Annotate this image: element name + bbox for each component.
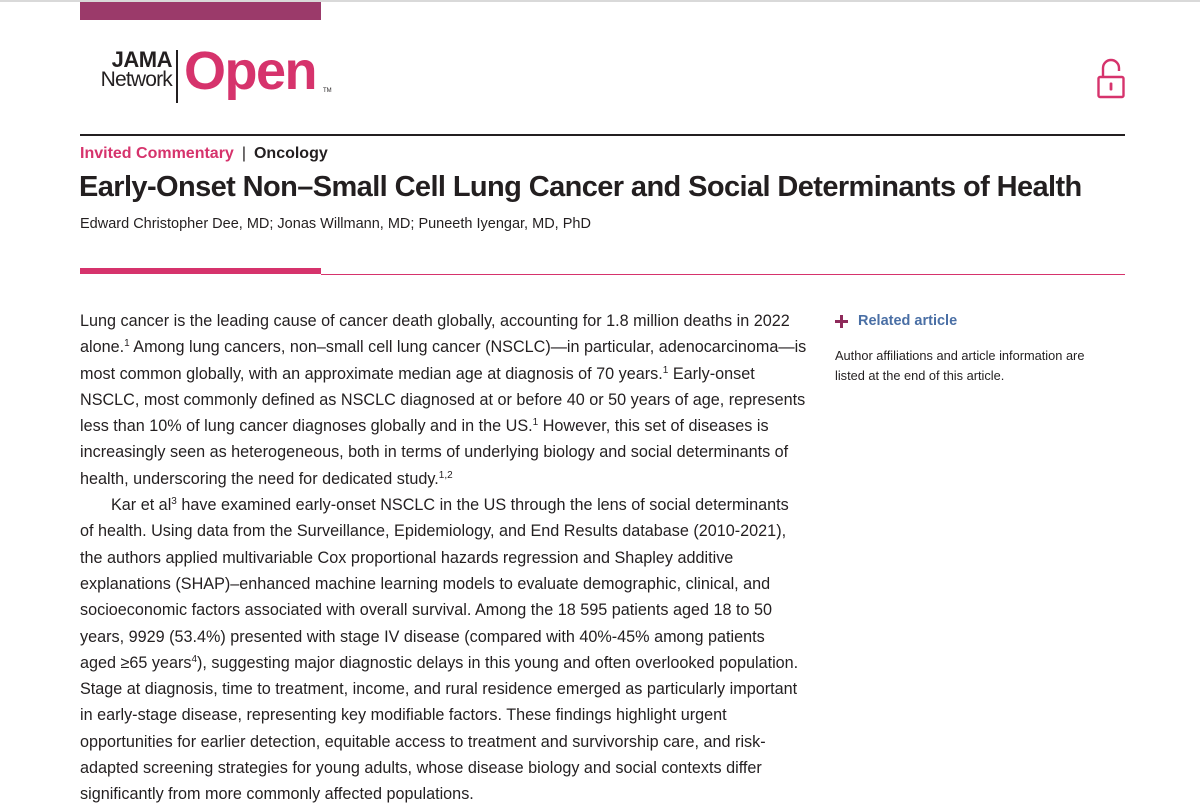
citation[interactable]: 1,2 — [438, 469, 453, 481]
text-line: alone.$^1$ Among lung cancers, non–small cell lung cancer (NSCLC)—in particular, adenocarcinoma—is — [80, 338, 807, 357]
logo-open: Open — [184, 41, 317, 101]
text-line: socioeconomic factors associated with overall survival. Among the 18 595 patients aged 18 to 50 — [80, 601, 772, 620]
text-line: explanations (SHAP)–enhanced machine learning models to evaluate demographic, clinical, and — [80, 574, 771, 593]
text-line: in early-stage disease, representing key modifiable factors. These findings highlight urgent — [80, 706, 727, 725]
text-line: significantly from more commonly affected populations. — [80, 785, 474, 804]
paragraph-2 — [80, 492, 800, 808]
article-title: Early-Onset Non–Small Cell Lung Cancer and Social Determinants of Health — [79, 171, 1082, 203]
category-separator: | — [241, 145, 246, 162]
article-sidebar — [835, 310, 1125, 386]
citation[interactable]: 1 — [662, 364, 669, 376]
logo-network: Network — [100, 68, 172, 91]
text-line: Lung cancer is the leading cause of cancer death globally, accounting for 1.8 million deaths in 2022 — [80, 312, 790, 330]
header-rule — [80, 134, 1125, 136]
article-category — [80, 145, 328, 163]
text-line: increasingly seen as heterogeneous, both in terms of underlying biology and social determinants of — [80, 443, 789, 462]
text-line: Stage at diagnosis, time to treatment, income, and rural residence emerged as particularly important — [80, 680, 798, 699]
logo-divider — [176, 50, 178, 103]
logo-jama: JAMA — [111, 47, 172, 72]
text-line: NSCLC, most commonly defined as NSCLC diagnosed at or before 40 or 50 years of age, represents — [80, 390, 806, 409]
citation[interactable]: 4 — [191, 653, 198, 665]
text-line: the authors applied multivariable Cox proportional hazards regression and Shapley additive — [80, 548, 734, 567]
text-line: most common globally, with an approximate median age at diagnosis of 70 years.$^1$ Early-onset — [80, 364, 755, 383]
text-line: health, underscoring the need for dedicated study.$^{1,2}$ — [80, 469, 453, 488]
related-article-label[interactable]: Related article — [858, 313, 958, 329]
text-line: less than 10% of lung cancer diagnoses globally and in the US.$^1$ However, this set of diseases is — [80, 417, 769, 436]
text-line: years, 9929 (53.4%) presented with stage IV disease (compared with 40%-45% among patients — [80, 627, 765, 646]
logo-wordmark — [80, 47, 172, 91]
text-line: Kar et $al^3$ have examined early-onset NSCLC in the US through the lens of social determinants — [111, 496, 789, 515]
citation[interactable]: 3 — [171, 496, 177, 508]
article-type[interactable]: Invited Commentary — [80, 145, 234, 162]
text-line: opportunities for earlier detection, equitable access to treatment and survivorship care, and risk- — [80, 732, 766, 751]
top-color-bar — [80, 2, 321, 20]
logo-trademark: TM — [323, 88, 332, 94]
citation[interactable]: 1 — [532, 417, 539, 429]
section-rule — [321, 274, 1125, 275]
article-authors: Edward Christopher Dee, MD; Jonas Willmann, MD; Puneeth Iyengar, MD, PhD — [80, 216, 591, 232]
text-line: aged ≥65 years$^4$), suggesting major diagnostic delays in this young and often overlooked population. — [80, 653, 799, 672]
section-accent-bar — [80, 268, 321, 274]
text-line: adapted screening strategies for young adults, whose disease biology and social contexts differ — [80, 759, 762, 778]
text-line: of health. Using data from the Surveillance, Epidemiology, and End Results database (2010-2021), — [80, 522, 787, 541]
citation[interactable]: 1 — [124, 338, 130, 350]
article-body — [80, 308, 807, 808]
paragraph-1 — [80, 308, 807, 492]
lock-open-icon[interactable] — [1097, 57, 1125, 99]
affiliations-note — [835, 346, 1125, 386]
affiliations-line: Author affiliations and article information are — [835, 348, 1085, 363]
affiliations-line: listed at the end of this article. — [835, 368, 1005, 383]
article-topic[interactable]: Oncology — [253, 145, 328, 162]
related-article-link[interactable] — [835, 310, 1125, 332]
plus-icon[interactable] — [835, 315, 848, 328]
